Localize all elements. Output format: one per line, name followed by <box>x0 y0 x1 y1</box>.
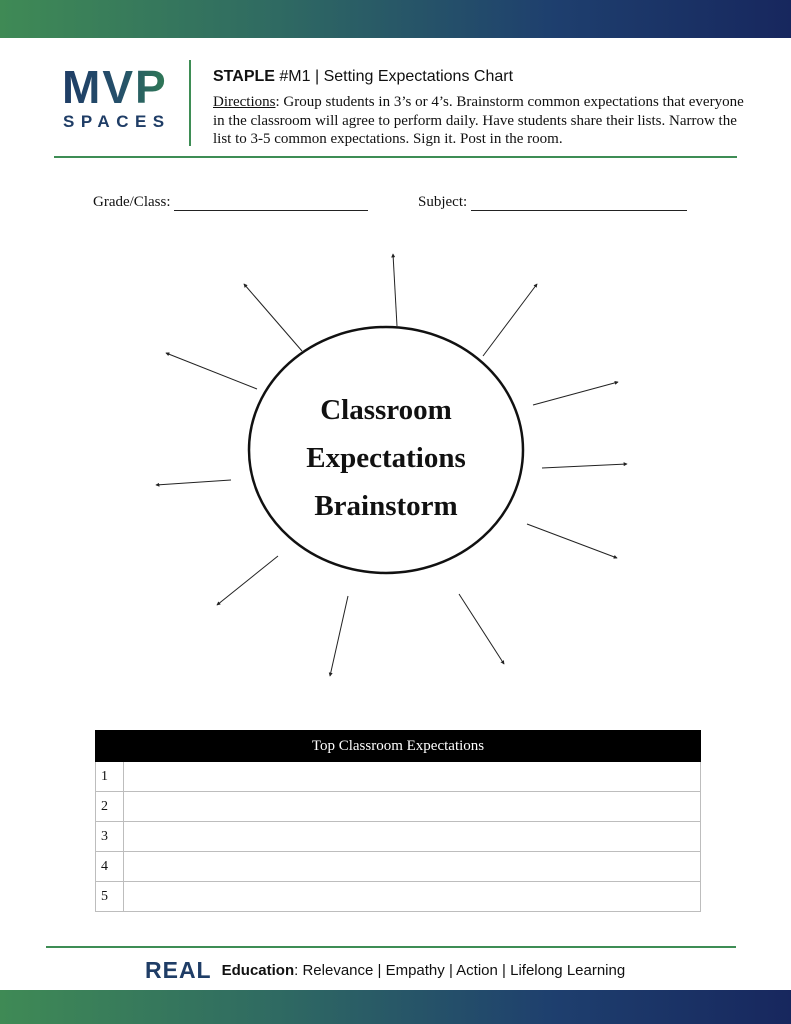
spoke-arrow-icon <box>330 596 348 676</box>
table-row <box>96 852 701 882</box>
footer-tagline: : Relevance | Empathy | Action | Lifelong Learning <box>294 961 626 979</box>
spoke-arrow-icon <box>217 556 278 605</box>
spoke-arrow-icon <box>527 524 617 558</box>
grade-class-label: Grade/Class: <box>93 194 171 210</box>
real-logo: REAL <box>145 957 212 983</box>
row-number: 4 <box>96 852 124 882</box>
expectation-cell[interactable] <box>124 852 701 882</box>
staple-label: STAPLE <box>213 68 275 85</box>
center-line-3: Brainstorm <box>314 490 458 522</box>
spoke-arrow-icon <box>156 480 231 485</box>
subject-label: Subject: <box>418 194 468 210</box>
center-label <box>250 386 522 530</box>
footer-rule <box>46 946 736 948</box>
row-number: 5 <box>96 882 124 912</box>
logo-subtitle: SPACES <box>63 112 171 131</box>
table-row <box>96 822 701 852</box>
table-row <box>96 882 701 912</box>
spoke-arrow-icon <box>542 464 627 468</box>
logo-wordmark: MVP <box>62 61 168 113</box>
row-number: 1 <box>96 762 124 792</box>
row-number: 3 <box>96 822 124 852</box>
table-header: Top Classroom Expectations <box>96 731 701 762</box>
expectation-cell[interactable] <box>124 882 701 912</box>
directions-text: : Group students in 3’s or 4’s. Brainstorm common expectations that everyone in the classroom will agree to perform daily. Have students share their lists. Narrow the list to 3-5 common expectations. Sign it. Post in the room. <box>213 94 744 147</box>
directions-label: Directions <box>213 94 276 110</box>
footer-edu-label: Education <box>221 961 295 979</box>
title-separator: | <box>314 68 320 85</box>
row-number: 2 <box>96 792 124 822</box>
footer <box>145 957 625 983</box>
table-header-row <box>96 731 701 762</box>
spoke-arrow-icon <box>459 594 504 664</box>
spoke-arrow-icon <box>393 254 397 326</box>
table-row <box>96 762 701 792</box>
spoke-arrow-icon <box>166 353 257 389</box>
center-line-2: Expectations <box>306 442 466 474</box>
expectation-cell[interactable] <box>124 792 701 822</box>
spoke-arrow-icon <box>244 284 302 351</box>
center-line-1: Classroom <box>320 394 452 426</box>
expectation-cell[interactable] <box>124 822 701 852</box>
staple-code: #M1 <box>279 68 311 85</box>
expectation-cell[interactable] <box>124 762 701 792</box>
bottom-gradient-bar <box>0 990 791 1024</box>
table-row <box>96 792 701 822</box>
spoke-arrow-icon <box>483 284 537 356</box>
spoke-arrow-icon <box>533 382 618 405</box>
expectations-table <box>95 730 701 912</box>
chart-title: Setting Expectations Chart <box>323 68 514 85</box>
